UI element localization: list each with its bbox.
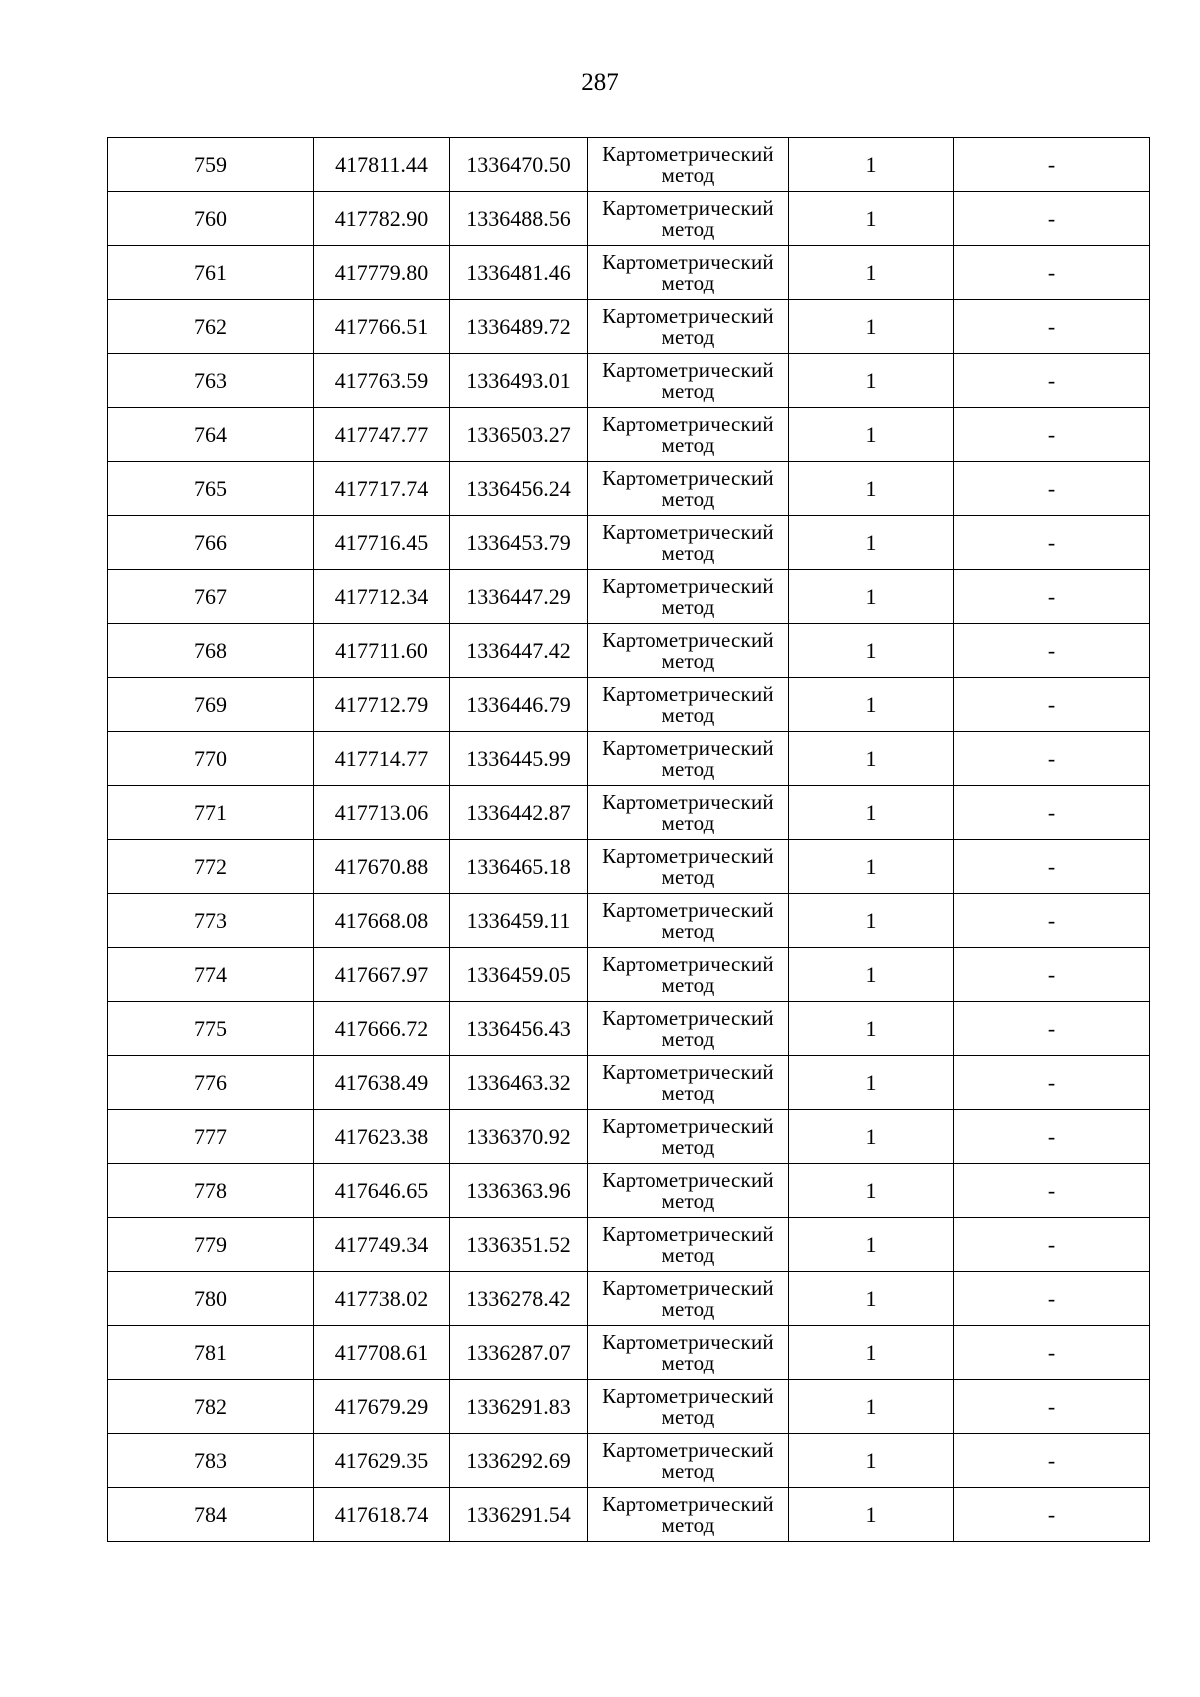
point-number-cell: 771 (108, 786, 314, 840)
x-coordinate-cell: 417708.61 (314, 1326, 450, 1380)
method-line-2: метод (661, 972, 715, 997)
method-line-1: Картометрический (602, 1383, 774, 1408)
y-coordinate-cell: 1336493.01 (450, 354, 588, 408)
y-coordinate-cell: 1336291.83 (450, 1380, 588, 1434)
note-cell: - (954, 1002, 1150, 1056)
accuracy-cell: 1 (789, 300, 954, 354)
note-cell: - (954, 246, 1150, 300)
table-row (108, 138, 1150, 192)
note-cell: - (954, 1488, 1150, 1542)
method-line-2: метод (661, 324, 715, 349)
y-coordinate-cell: 1336465.18 (450, 840, 588, 894)
table-row (108, 1434, 1150, 1488)
point-number-cell: 781 (108, 1326, 314, 1380)
method-line-2: метод (661, 1296, 715, 1321)
method-line-2: метод (661, 702, 715, 727)
point-number-cell: 782 (108, 1380, 314, 1434)
table-row (108, 678, 1150, 732)
point-number-cell: 761 (108, 246, 314, 300)
coordinates-table-body (108, 138, 1150, 1542)
method-cell (588, 516, 789, 570)
note-cell: - (954, 462, 1150, 516)
x-coordinate-cell: 417679.29 (314, 1380, 450, 1434)
accuracy-cell: 1 (789, 1488, 954, 1542)
method-cell (588, 1002, 789, 1056)
accuracy-cell: 1 (789, 516, 954, 570)
method-cell (588, 732, 789, 786)
point-number-cell: 763 (108, 354, 314, 408)
note-cell: - (954, 786, 1150, 840)
accuracy-cell: 1 (789, 786, 954, 840)
method-cell (588, 570, 789, 624)
method-line-1: Картометрический (602, 195, 774, 220)
method-line-1: Картометрический (602, 1437, 774, 1462)
note-cell: - (954, 570, 1150, 624)
table-row (108, 1110, 1150, 1164)
point-number-cell: 772 (108, 840, 314, 894)
method-cell (588, 408, 789, 462)
x-coordinate-cell: 417716.45 (314, 516, 450, 570)
x-coordinate-cell: 417667.97 (314, 948, 450, 1002)
y-coordinate-cell: 1336447.29 (450, 570, 588, 624)
note-cell: - (954, 894, 1150, 948)
accuracy-cell: 1 (789, 1380, 954, 1434)
point-number-cell: 759 (108, 138, 314, 192)
y-coordinate-cell: 1336292.69 (450, 1434, 588, 1488)
method-line-1: Картометрический (602, 1275, 774, 1300)
point-number-cell: 778 (108, 1164, 314, 1218)
method-line-1: Картометрический (602, 519, 774, 544)
method-line-1: Картометрический (602, 1491, 774, 1516)
method-line-2: метод (661, 540, 715, 565)
method-line-1: Картометрический (602, 789, 774, 814)
method-line-2: метод (661, 756, 715, 781)
y-coordinate-cell: 1336456.43 (450, 1002, 588, 1056)
y-coordinate-cell: 1336363.96 (450, 1164, 588, 1218)
method-cell (588, 1488, 789, 1542)
method-line-2: метод (661, 648, 715, 673)
point-number-cell: 779 (108, 1218, 314, 1272)
accuracy-cell: 1 (789, 894, 954, 948)
table-row (108, 462, 1150, 516)
table-row (108, 948, 1150, 1002)
method-line-2: метод (661, 216, 715, 241)
method-line-1: Картометрический (602, 249, 774, 274)
note-cell: - (954, 1056, 1150, 1110)
point-number-cell: 774 (108, 948, 314, 1002)
method-cell (588, 1110, 789, 1164)
method-line-1: Картометрический (602, 681, 774, 706)
method-cell (588, 840, 789, 894)
table-row (108, 408, 1150, 462)
note-cell: - (954, 732, 1150, 786)
table-row (108, 1218, 1150, 1272)
method-cell (588, 1380, 789, 1434)
accuracy-cell: 1 (789, 570, 954, 624)
y-coordinate-cell: 1336446.79 (450, 678, 588, 732)
method-cell (588, 138, 789, 192)
method-line-2: метод (661, 918, 715, 943)
y-coordinate-cell: 1336481.46 (450, 246, 588, 300)
y-coordinate-cell: 1336287.07 (450, 1326, 588, 1380)
x-coordinate-cell: 417629.35 (314, 1434, 450, 1488)
method-cell (588, 1056, 789, 1110)
method-line-2: метод (661, 1026, 715, 1051)
x-coordinate-cell: 417779.80 (314, 246, 450, 300)
x-coordinate-cell: 417717.74 (314, 462, 450, 516)
method-line-1: Картометрический (602, 1329, 774, 1354)
note-cell: - (954, 1218, 1150, 1272)
note-cell: - (954, 1272, 1150, 1326)
x-coordinate-cell: 417623.38 (314, 1110, 450, 1164)
y-coordinate-cell: 1336456.24 (450, 462, 588, 516)
note-cell: - (954, 1434, 1150, 1488)
point-number-cell: 780 (108, 1272, 314, 1326)
y-coordinate-cell: 1336463.32 (450, 1056, 588, 1110)
method-cell (588, 246, 789, 300)
method-line-1: Картометрический (602, 1113, 774, 1138)
accuracy-cell: 1 (789, 1056, 954, 1110)
accuracy-cell: 1 (789, 732, 954, 786)
y-coordinate-cell: 1336489.72 (450, 300, 588, 354)
method-cell (588, 300, 789, 354)
method-cell (588, 678, 789, 732)
method-line-2: метод (661, 1134, 715, 1159)
note-cell: - (954, 516, 1150, 570)
y-coordinate-cell: 1336503.27 (450, 408, 588, 462)
accuracy-cell: 1 (789, 1218, 954, 1272)
note-cell: - (954, 408, 1150, 462)
point-number-cell: 773 (108, 894, 314, 948)
table-row (108, 732, 1150, 786)
page-number: 287 (581, 69, 619, 96)
method-line-2: метод (661, 1512, 715, 1537)
method-line-2: метод (661, 1188, 715, 1213)
point-number-cell: 777 (108, 1110, 314, 1164)
method-line-1: Картометрический (602, 627, 774, 652)
note-cell: - (954, 138, 1150, 192)
y-coordinate-cell: 1336459.05 (450, 948, 588, 1002)
accuracy-cell: 1 (789, 138, 954, 192)
method-cell (588, 1164, 789, 1218)
method-line-2: метод (661, 486, 715, 511)
note-cell: - (954, 840, 1150, 894)
x-coordinate-cell: 417766.51 (314, 300, 450, 354)
coordinates-table (107, 137, 1150, 1542)
method-line-1: Картометрический (602, 465, 774, 490)
method-line-2: метод (661, 378, 715, 403)
method-line-2: метод (661, 1458, 715, 1483)
table-row (108, 624, 1150, 678)
table-row (108, 570, 1150, 624)
method-line-2: метод (661, 810, 715, 835)
accuracy-cell: 1 (789, 1164, 954, 1218)
y-coordinate-cell: 1336488.56 (450, 192, 588, 246)
method-line-1: Картометрический (602, 735, 774, 760)
x-coordinate-cell: 417646.65 (314, 1164, 450, 1218)
note-cell: - (954, 948, 1150, 1002)
method-line-2: метод (661, 594, 715, 619)
note-cell: - (954, 678, 1150, 732)
method-line-2: метод (661, 1242, 715, 1267)
point-number-cell: 768 (108, 624, 314, 678)
y-coordinate-cell: 1336445.99 (450, 732, 588, 786)
accuracy-cell: 1 (789, 1272, 954, 1326)
y-coordinate-cell: 1336470.50 (450, 138, 588, 192)
x-coordinate-cell: 417782.90 (314, 192, 450, 246)
accuracy-cell: 1 (789, 624, 954, 678)
accuracy-cell: 1 (789, 408, 954, 462)
method-line-1: Картометрический (602, 897, 774, 922)
x-coordinate-cell: 417811.44 (314, 138, 450, 192)
method-line-1: Картометрический (602, 1167, 774, 1192)
x-coordinate-cell: 417749.34 (314, 1218, 450, 1272)
x-coordinate-cell: 417638.49 (314, 1056, 450, 1110)
table-row (108, 1164, 1150, 1218)
note-cell: - (954, 624, 1150, 678)
x-coordinate-cell: 417666.72 (314, 1002, 450, 1056)
table-row (108, 1056, 1150, 1110)
table-row (108, 192, 1150, 246)
accuracy-cell: 1 (789, 246, 954, 300)
method-cell (588, 462, 789, 516)
point-number-cell: 769 (108, 678, 314, 732)
table-row (108, 1272, 1150, 1326)
method-line-1: Картометрический (602, 573, 774, 598)
note-cell: - (954, 1164, 1150, 1218)
method-line-1: Картометрический (602, 303, 774, 328)
x-coordinate-cell: 417714.77 (314, 732, 450, 786)
table-row (108, 894, 1150, 948)
x-coordinate-cell: 417713.06 (314, 786, 450, 840)
method-line-2: метод (661, 1080, 715, 1105)
method-cell (588, 1326, 789, 1380)
x-coordinate-cell: 417668.08 (314, 894, 450, 948)
method-cell (588, 624, 789, 678)
table-row (108, 786, 1150, 840)
table-row (108, 300, 1150, 354)
method-cell (588, 1272, 789, 1326)
method-line-1: Картометрический (602, 1221, 774, 1246)
note-cell: - (954, 354, 1150, 408)
method-line-1: Картометрический (602, 951, 774, 976)
x-coordinate-cell: 417711.60 (314, 624, 450, 678)
method-cell (588, 948, 789, 1002)
method-line-2: метод (661, 864, 715, 889)
y-coordinate-cell: 1336459.11 (450, 894, 588, 948)
x-coordinate-cell: 417738.02 (314, 1272, 450, 1326)
method-cell (588, 1434, 789, 1488)
table-row (108, 1380, 1150, 1434)
point-number-cell: 762 (108, 300, 314, 354)
y-coordinate-cell: 1336442.87 (450, 786, 588, 840)
point-number-cell: 770 (108, 732, 314, 786)
x-coordinate-cell: 417763.59 (314, 354, 450, 408)
y-coordinate-cell: 1336291.54 (450, 1488, 588, 1542)
point-number-cell: 775 (108, 1002, 314, 1056)
method-line-2: метод (661, 1404, 715, 1429)
note-cell: - (954, 1110, 1150, 1164)
table-row (108, 516, 1150, 570)
table-row (108, 246, 1150, 300)
table-row (108, 1002, 1150, 1056)
note-cell: - (954, 1380, 1150, 1434)
point-number-cell: 776 (108, 1056, 314, 1110)
note-cell: - (954, 300, 1150, 354)
method-cell (588, 354, 789, 408)
method-line-1: Картометрический (602, 141, 774, 166)
accuracy-cell: 1 (789, 840, 954, 894)
x-coordinate-cell: 417712.34 (314, 570, 450, 624)
method-cell (588, 786, 789, 840)
accuracy-cell: 1 (789, 1110, 954, 1164)
point-number-cell: 760 (108, 192, 314, 246)
method-line-2: метод (661, 432, 715, 457)
accuracy-cell: 1 (789, 1002, 954, 1056)
x-coordinate-cell: 417618.74 (314, 1488, 450, 1542)
accuracy-cell: 1 (789, 948, 954, 1002)
table-row (108, 840, 1150, 894)
x-coordinate-cell: 417747.77 (314, 408, 450, 462)
accuracy-cell: 1 (789, 1326, 954, 1380)
point-number-cell: 764 (108, 408, 314, 462)
method-line-1: Картометрический (602, 1005, 774, 1030)
y-coordinate-cell: 1336370.92 (450, 1110, 588, 1164)
point-number-cell: 767 (108, 570, 314, 624)
table-row (108, 354, 1150, 408)
method-line-1: Картометрический (602, 411, 774, 436)
accuracy-cell: 1 (789, 192, 954, 246)
x-coordinate-cell: 417712.79 (314, 678, 450, 732)
method-cell (588, 192, 789, 246)
method-line-1: Картометрический (602, 357, 774, 382)
table-row (108, 1488, 1150, 1542)
y-coordinate-cell: 1336453.79 (450, 516, 588, 570)
accuracy-cell: 1 (789, 462, 954, 516)
method-cell (588, 894, 789, 948)
accuracy-cell: 1 (789, 354, 954, 408)
note-cell: - (954, 1326, 1150, 1380)
method-line-1: Картометрический (602, 843, 774, 868)
method-line-2: метод (661, 270, 715, 295)
y-coordinate-cell: 1336351.52 (450, 1218, 588, 1272)
accuracy-cell: 1 (789, 678, 954, 732)
method-line-1: Картометрический (602, 1059, 774, 1084)
point-number-cell: 766 (108, 516, 314, 570)
note-cell: - (954, 192, 1150, 246)
method-line-2: метод (661, 1350, 715, 1375)
x-coordinate-cell: 417670.88 (314, 840, 450, 894)
y-coordinate-cell: 1336447.42 (450, 624, 588, 678)
point-number-cell: 784 (108, 1488, 314, 1542)
table-row (108, 1326, 1150, 1380)
y-coordinate-cell: 1336278.42 (450, 1272, 588, 1326)
point-number-cell: 765 (108, 462, 314, 516)
method-line-2: метод (661, 162, 715, 187)
point-number-cell: 783 (108, 1434, 314, 1488)
method-cell (588, 1218, 789, 1272)
accuracy-cell: 1 (789, 1434, 954, 1488)
